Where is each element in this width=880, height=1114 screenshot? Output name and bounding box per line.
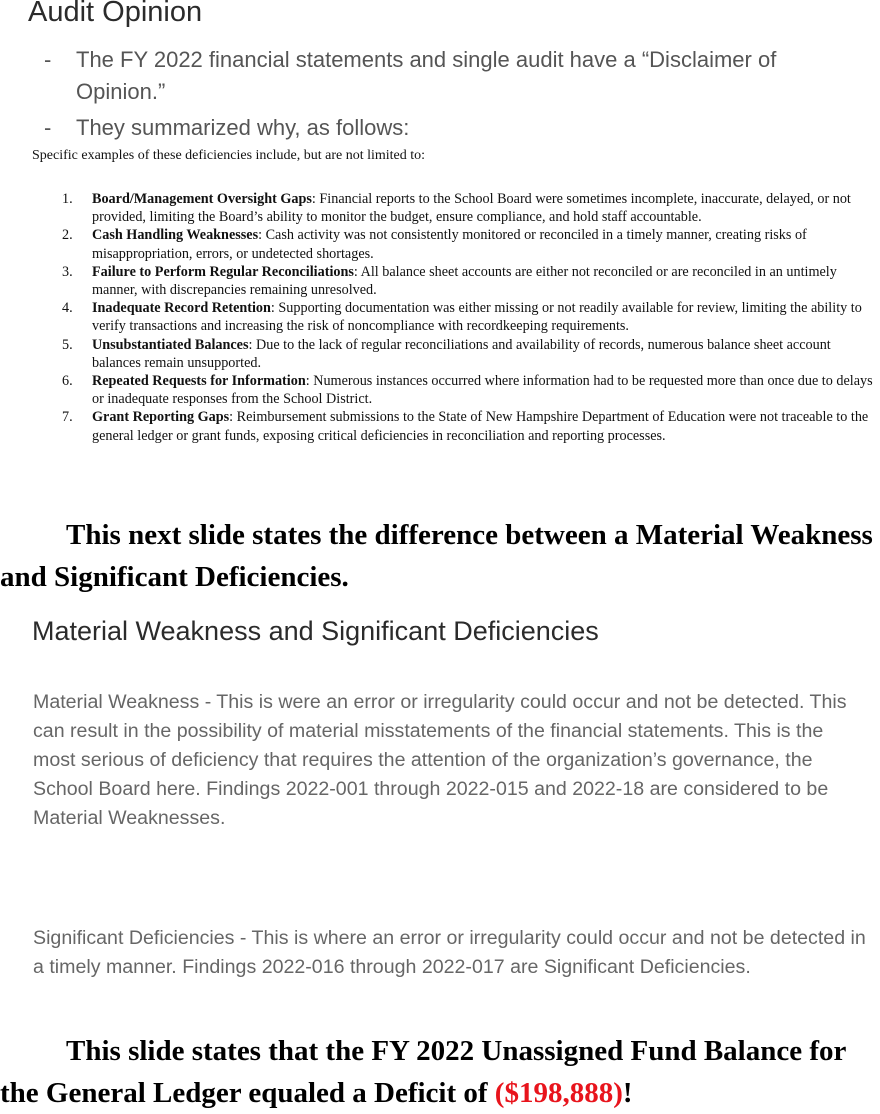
examples-intro: Specific examples of these deficiencies include, but are not limited to: (32, 148, 426, 163)
narrative-exclamation: ! (622, 1077, 633, 1109)
bullet-text: They summarized why, as follows: (76, 115, 410, 140)
deficiency-item (62, 190, 877, 226)
item-text: : Due to the lack of regular reconciliations and availability of records, numerous balance sheet account balances remain unsupported. (92, 336, 831, 371)
item-number: 5. (62, 336, 73, 353)
item-heading: Inadequate Record Retention (92, 300, 271, 317)
item-number: 2. (62, 227, 73, 244)
material-weakness-slide-title: Material Weakness and Significant Deficiencies (32, 616, 599, 646)
deficit-amount: ($198,888) (494, 1077, 623, 1109)
item-text: : All balance sheet accounts are either not reconciled or are reconciled in an untimely manner, with discrepancies remaining unresolved. (92, 263, 837, 299)
item-heading: Unsubstantiated Balances (92, 336, 249, 353)
item-text: : Financial reports to the School Board were sometimes incomplete, inaccurate, delayed, or not provided, limiting the Board’s ability to monitor the budget, ensure compliance, and hold staff accountable. (92, 191, 851, 226)
item-text: : Supporting documentation was either missing or not readily available for review, limiting the ability to verify transactions and increasing the risk of noncompliance with recordkeeping requirements. (92, 300, 862, 335)
deficiency-item (62, 263, 877, 299)
bullet-text: The FY 2022 financial statements and single audit have a “Disclaimer of Opinion.” (76, 47, 777, 104)
item-text: : Cash activity was not consistently monitored or reconciled in a timely manner, creating risks of misappropriation, errors, or undetected shortages. (92, 227, 807, 262)
deficiency-list (62, 190, 877, 445)
bullet-summary (44, 112, 874, 144)
bullet-dash: - (44, 115, 52, 140)
item-text: : Reimbursement submissions to the State of New Hampshire Department of Education were not traceable to the general ledger or grant funds, exposing critical deficiencies in reconciliation and reporting processes. (92, 409, 869, 444)
narrative-fund-balance (0, 1030, 880, 1114)
item-number: 1. (62, 191, 73, 207)
item-heading: Board/Management Oversight Gaps (92, 191, 312, 207)
item-number: 3. (62, 263, 73, 280)
item-number: 4. (62, 300, 73, 317)
deficiency-item (62, 336, 877, 372)
bullet-dash: - (44, 47, 52, 72)
bullet-disclaimer-of-opinion (44, 44, 874, 108)
audit-opinion-title: Audit Opinion (28, 0, 203, 28)
item-number: 7. (62, 409, 73, 426)
deficiency-item (62, 372, 877, 408)
item-text: : Numerous instances occurred where information had to be requested more than once due to delays or inadequate responses from the School District. (92, 373, 873, 408)
material-weakness-paragraph: Material Weakness - This is were an error or irregularity could occur and not be detected. This can result in the possibility of material misstatements of the financial statements. This is the most serious of deficiency that requires the attention of the organization’s governance, the School Board here. Findings 2022-001 through 2022-015 and 2022-18 are considered to be Material Weaknesses. (33, 691, 847, 829)
significant-deficiencies-paragraph: Significant Deficiencies - This is where an error or irregularity could occur and not be detected in a timely manner. Findings 2022-016 through 2022-017 are Significant Deficiencies. (33, 927, 866, 978)
deficiency-item (62, 408, 877, 444)
deficiency-item (62, 299, 877, 335)
item-heading: Repeated Requests for Information (92, 373, 306, 390)
item-heading: Failure to Perform Regular Reconciliations (92, 263, 354, 280)
narrative-next-slide: This next slide states the difference between a Material Weakness and Significant Deficiencies. (0, 519, 873, 593)
item-heading: Grant Reporting Gaps (92, 409, 230, 426)
deficiency-item (62, 226, 877, 262)
narrative-text: This slide states that the FY 2022 Unassigned Fund Balance for the General Ledger equaled a Deficit of (0, 1035, 846, 1109)
item-number: 6. (62, 373, 73, 390)
item-heading: Cash Handling Weaknesses (92, 227, 259, 244)
